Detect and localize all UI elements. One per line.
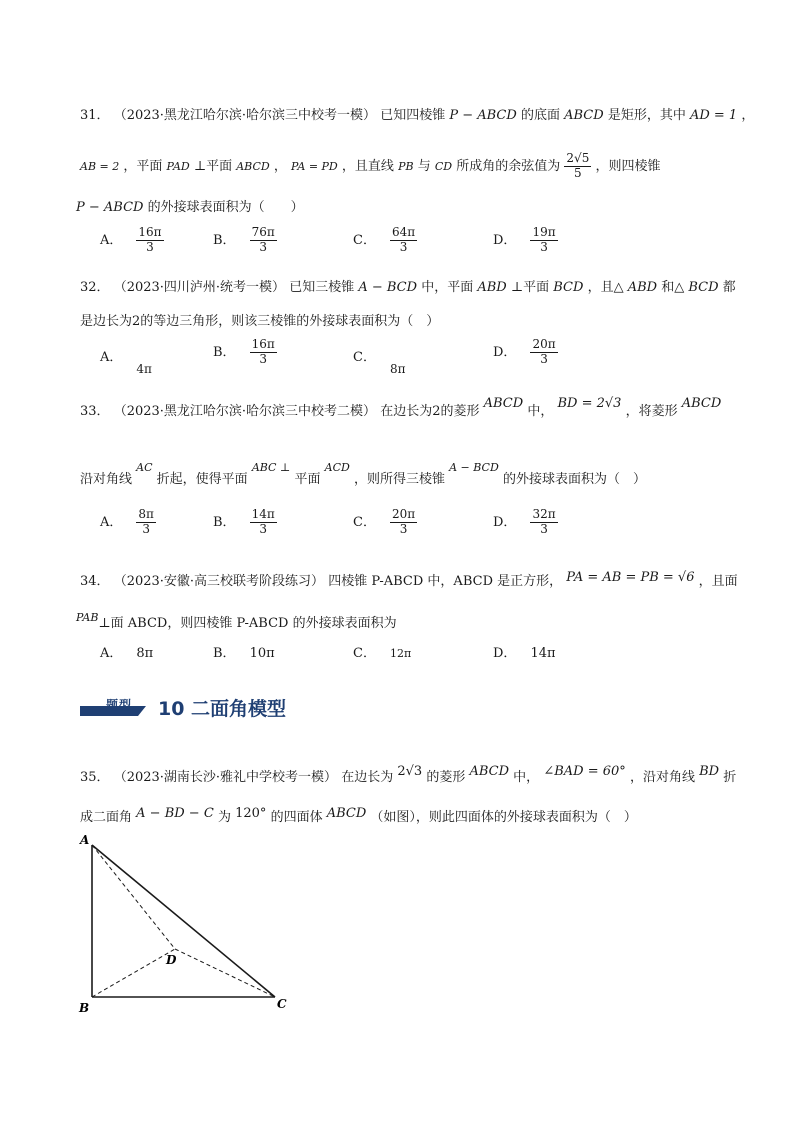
q34-option-b[interactable]: B． 10π (213, 646, 275, 661)
q34-math: PAB (76, 611, 99, 624)
q32-text: ，且△ (587, 280, 624, 295)
q31-text: 是矩形，其中 (607, 108, 686, 123)
q32-number: 32． (80, 280, 110, 295)
q31-option-c[interactable]: C． $\frac{64\pi}{3}$ (353, 225, 416, 254)
q31-text: 的外接球表面积为（ ） (147, 200, 304, 215)
q31-math: P − ABCD (76, 200, 144, 215)
q35-text: ，沿对角线 (629, 770, 695, 785)
q32-option-b[interactable]: B． $\frac{16\pi}{3}$ (213, 337, 275, 366)
q31-math: CD (434, 159, 453, 173)
q31-math: AB = 2 (80, 159, 120, 173)
q33-option-a[interactable]: A． $\frac{8\pi}{3}$ (100, 507, 154, 536)
q33-text: 平面 (294, 472, 321, 487)
q31-text: ， (273, 158, 287, 174)
q31-text: ，且直线 (341, 158, 394, 174)
q34-line1 (80, 570, 738, 589)
q35-text: （如图），则此四面体的外接球表面积为（ ） (370, 810, 637, 825)
q31-math: ABCD (564, 108, 604, 123)
q35-text: 为 (217, 810, 231, 825)
q32-source: （2023·四川泸州·统考一模） (113, 280, 286, 295)
q34-option-d[interactable]: D． 14π (493, 646, 556, 661)
q33-line1 (80, 396, 722, 419)
q32-text: 都 (722, 280, 736, 295)
vertex-label-b: B (79, 1001, 90, 1015)
q32-option-c[interactable]: C．8π (353, 350, 406, 376)
q35-math: 2√3 (397, 764, 423, 779)
q33-line2 (80, 461, 646, 487)
q35-line2 (80, 806, 637, 825)
q32-text: 已知三棱锥 (289, 280, 355, 295)
q33-math: ACD (324, 461, 350, 474)
q32-math: A − BCD (358, 280, 418, 295)
edge-ad (92, 845, 175, 949)
q32-math: BCD (688, 280, 719, 295)
q35-text: 在边长为 (341, 770, 394, 785)
q35-text: 成二面角 (80, 810, 133, 825)
q33-source: （2023·黑龙江哈尔滨·哈尔滨三中校考二模） (113, 404, 377, 419)
q35-math: BD (699, 764, 720, 779)
q33-option-d[interactable]: D． $\frac{32\pi}{3}$ (493, 507, 556, 536)
section-tag: 题型 (106, 698, 133, 712)
q31-option-a[interactable]: A． $\frac{16\pi}{3}$ (100, 225, 162, 254)
q31-text: 所成角的余弦值为 (456, 158, 561, 174)
q34-option-c[interactable]: C． 12π (353, 646, 412, 661)
q35-math: ABCD (326, 806, 367, 821)
q35-line1 (80, 766, 736, 785)
q32-option-a[interactable]: A．4π (100, 350, 152, 376)
q31-text: ， (741, 108, 755, 123)
tetrahedron-figure (70, 828, 300, 1018)
q33-option-c[interactable]: C． $\frac{20\pi}{3}$ (353, 507, 416, 536)
q31-line3 (76, 196, 304, 215)
q35-math: A − BD − C (136, 806, 214, 821)
q31-option-b[interactable]: B． $\frac{76\pi}{3}$ (213, 225, 275, 254)
q33-math: AC (136, 461, 153, 474)
q34-source: （2023·安徽·高三校联考阶段练习） (113, 574, 325, 589)
q32-math: BCD (553, 280, 584, 295)
q34-option-a[interactable]: A． 8π (100, 646, 154, 661)
q31-text: 的底面 (520, 108, 560, 123)
q33-math: A − BCD (449, 461, 499, 474)
vertex-label-d: D (166, 953, 177, 967)
q31-line2 (80, 152, 660, 181)
q34-number: 34． (80, 574, 110, 589)
q35-math: ∠BAD = 60° (543, 764, 626, 779)
q32-math: ABD (627, 280, 658, 295)
q35-text: 的菱形 (426, 770, 466, 785)
q33-text: ，则所得三棱锥 (353, 472, 445, 487)
q33-text: 沿对角线 (80, 472, 133, 487)
q35-text: 中， (513, 770, 540, 785)
q33-text: 的外接球表面积为（ ） (502, 472, 646, 487)
q33-math: BD = 2√3 (557, 396, 622, 411)
q31-math: ABCD (236, 159, 270, 173)
q31-text: ，则四棱锥 (595, 158, 661, 174)
q35-source: （2023·湖南长沙·雅礼中学校考一模） (113, 770, 338, 785)
q32-line2: 是边长为2的等边三角形，则该三棱锥的外接球表面积为（ ） (80, 314, 440, 329)
edge-bd (92, 949, 175, 997)
q35-math: 120° (235, 806, 267, 821)
q35-text: 的四面体 (270, 810, 323, 825)
vertex-label-a: A (80, 833, 90, 847)
q33-math: ABCD (681, 396, 722, 411)
q32-text: 中，平面 (421, 280, 474, 295)
q32-math: ABD (477, 280, 507, 295)
q34-text: ⊥面 ABCD，则四棱锥 P-ABCD 的外接球表面积为 (98, 616, 397, 631)
q34-text: ，且面 (698, 574, 738, 589)
q31-source: （2023·黑龙江哈尔滨·哈尔滨三中校考一模） (113, 108, 377, 123)
q31-number: 31． (80, 108, 110, 123)
q34-line2 (76, 612, 397, 631)
section-title: 10 二面角模型 (158, 698, 287, 720)
q35-math: ABCD (469, 764, 510, 779)
q31-math: PA = PD (290, 159, 338, 173)
q33-math: ABC ⊥ (251, 461, 291, 474)
q35-text: 折 (723, 770, 737, 785)
q35-number: 35． (80, 770, 110, 785)
q33-option-b[interactable]: B． $\frac{14\pi}{3}$ (213, 507, 275, 536)
vertex-label-c: C (277, 997, 287, 1011)
edge-ac (92, 845, 275, 997)
q31-text: ，平面 (123, 158, 163, 174)
q33-math: ABCD (483, 396, 524, 411)
q33-text: 中， (527, 404, 554, 419)
q31-math: P − ABCD (449, 108, 517, 123)
q31-text: ⊥平面 (193, 158, 233, 174)
q31-cosine-fraction: $\frac{2√5}{5}$ (566, 151, 590, 180)
q31-math: PAD (166, 159, 190, 173)
q33-text: 在边长为2的菱形 (380, 404, 480, 419)
q31-math: PB (398, 159, 414, 173)
q34-text: 四棱锥 P-ABCD 中，ABCD 是正方形， (328, 574, 563, 589)
q33-text: 折起，使得平面 (156, 472, 248, 487)
q31-text: 已知四棱锥 (380, 108, 446, 123)
q31-math: AD = 1 (689, 108, 738, 123)
q31-line1 (80, 104, 754, 123)
q31-option-d[interactable]: D． $\frac{19\pi}{3}$ (493, 225, 556, 254)
q32-line1 (80, 276, 736, 295)
q31-text: 与 (417, 158, 431, 174)
q32-option-d[interactable]: D． $\frac{20\pi}{3}$ (493, 337, 556, 366)
section-banner-arrow (138, 706, 146, 716)
q32-text: ⊥平面 (510, 280, 550, 295)
q34-math: PA = AB = PB = √6 (566, 570, 695, 585)
q33-number: 33． (80, 404, 110, 419)
q33-text: ，将菱形 (625, 404, 678, 419)
q32-text: 和△ (661, 280, 685, 295)
